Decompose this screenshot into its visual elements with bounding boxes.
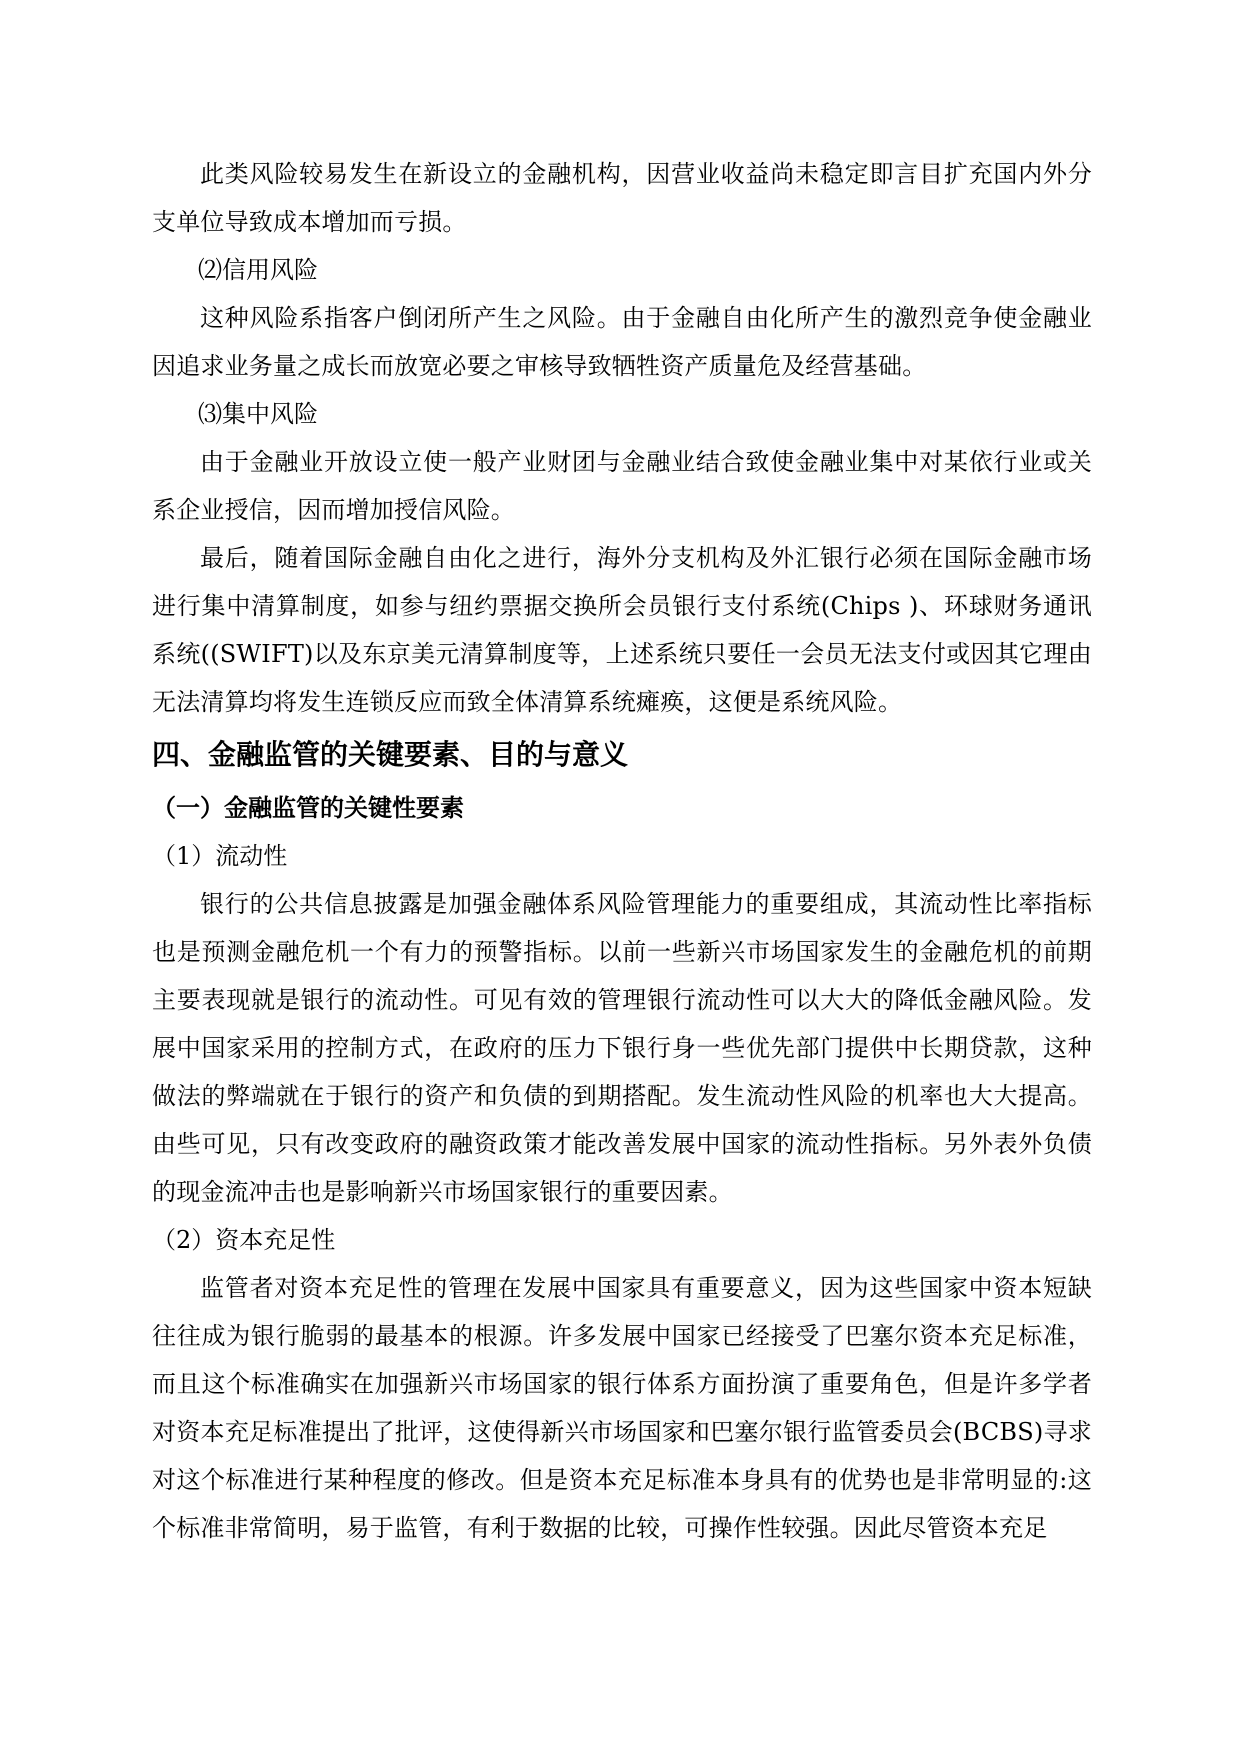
paragraph-operational-risk: 此类风险较易发生在新设立的金融机构，因营业收益尚未稳定即言目扩充国内外分支单位导致成本增加而亏损。: [152, 160, 1092, 236]
paragraph-liquidity: 银行的公共信息披露是加强金融体系风险管理能力的重要组成，其流动性比率指标也是预测金融危机一个有力的预警指标。以前一些新兴市场国家发生的金融危机的前期主要表现就是银行的流动性。可见有效的管理银行流动性可以大大的降低金融风险。发展中国家采用的控制方式，在政府的压力下银行身一些优先部门提供中长期贷款，这种做法的弊端就在于银行的资产和负债的到期搭配。发生流动性风险的机率也大大提高。由些可见，只有改变政府的融资政策才能改善发展中国家的流动性指标。另外表外负债的现金流冲击也是影响新兴市场国家银行的重要因素。: [152, 890, 1092, 1206]
section-heading-4: 四、金融监管的关键要素、目的与意义: [152, 738, 629, 771]
paragraph-concentration-risk: 由于金融业开放设立使一般产业财团与金融业结合致使金融业集中对某依行业或关系企业授信，因而增加授信风险。: [152, 448, 1092, 524]
paragraph-capital-adequacy: 监管者对资本充足性的管理在发展中国家具有重要意义，因为这些国家中资本短缺往往成为银行脆弱的最基本的根源。许多发展中国家已经接受了巴塞尔资本充足标准，而且这个标准确实在加强新兴市场国家的银行体系方面扮演了重要角色，但是许多学者对资本充足标准提出了批评，这使得新兴市场国家和巴塞尔银行监管委员会(BCBS)寻求对这个标准进行某种程度的修改。但是资本充足标准本身具有的优势也是非常明显的:这个标准非常简明，易于监管，有利于数据的比较，可操作性较强。因此尽管资本充足: [152, 1274, 1092, 1542]
item-credit-risk: ⑵信用风险: [198, 256, 318, 284]
item-concentration-risk: ⑶集中风险: [198, 400, 318, 428]
document-body: [152, 150, 1092, 1552]
paragraph-systemic-risk: 最后，随着国际金融自由化之进行，海外分支机构及外汇银行必须在国际金融市场进行集中清算制度，如参与纽约票据交换所会员银行支付系统(Chips )、环球财务通讯系统((SWIFT)以及东京美元清算制度等，上述系统只要任一会员无法支付或因其它理由无法清算均将发生连锁反应而致全体清算系统瘫痪，这便是系统风险。: [152, 544, 1092, 716]
item-liquidity: （1）流动性: [152, 842, 288, 870]
item-capital-adequacy: （2）资本充足性: [152, 1226, 336, 1254]
paragraph-credit-risk: 这种风险系指客户倒闭所产生之风险。由于金融自由化所产生的激烈竞争使金融业因追求业务量之成长而放宽必要之审核导致牺牲资产质量危及经营基础。: [152, 304, 1092, 380]
subsection-heading-1: （一）金融监管的关键性要素: [152, 794, 464, 822]
